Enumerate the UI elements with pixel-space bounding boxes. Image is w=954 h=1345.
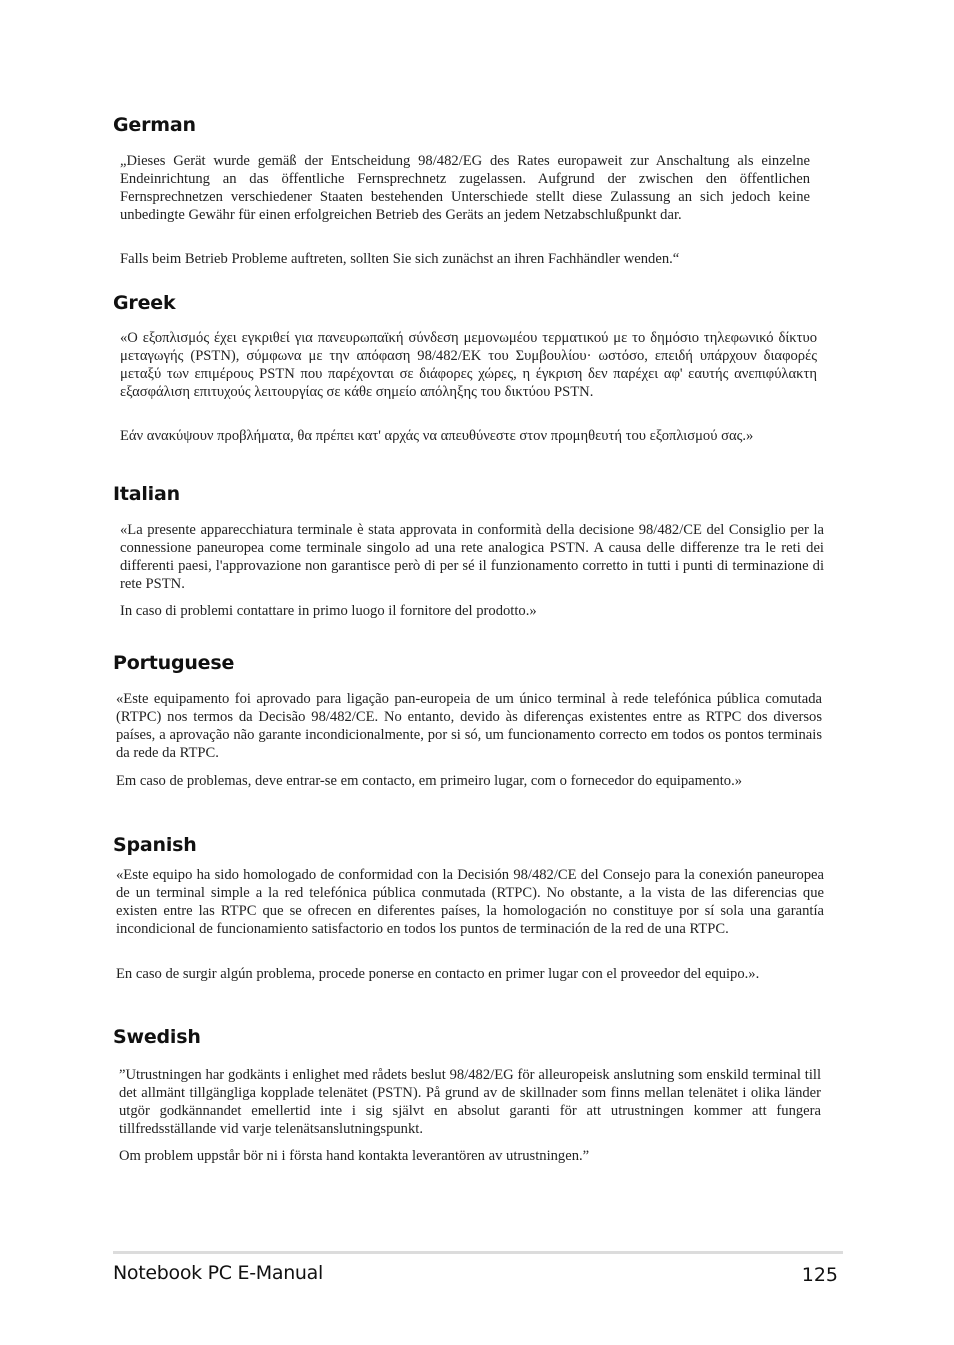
paragraph-spanish-2: En caso de surgir algún problema, procede ponerse en contacto en primer lugar con el proveedor del equipo.». <box>116 966 760 982</box>
paragraph-italian-2: In caso di problemi contattare in primo luogo il fornitore del prodotto.» <box>120 603 537 619</box>
paragraph-swedish-2: Om problem uppstår bör ni i första hand kontakta leverantören av utrustningen.” <box>119 1148 590 1164</box>
paragraph-german-2: Falls beim Betrieb Probleme auftreten, sollten Sie sich zunächst an ihren Fachhändler wenden.“ <box>120 251 680 267</box>
paragraph-german-1: „Dieses Gerät wurde gemäß der Entscheidung 98/482/EG des Rates europaweit zur Anschaltung als einzelne Endeinrichtung an das öffentliche Fernsprechnetz zugelassen. Aufgrund der zwischen den öffentlichen Fernsprechnetzen verschiedener Staaten bestehenden Unterschiede stellt diese Zulassung an sich jedoch keine unbedingte Gewähr für einen erfolgreichen Betrieb des Geräts an jedem Netzabschlußpunkt dar. <box>120 153 810 224</box>
section-heading-german: German <box>113 114 196 136</box>
paragraph-spanish-1: «Este equipo ha sido homologado de conformidad con la Decisión 98/482/CE del Consejo para la conexión paneuropea de un terminal simple a la red telefónica pública conmutada (RTPC). No obstante, a la vista de las diferencias que existen entre las RTPC que se ofrecen en diferentes países, la homologación no constituye por sí sola una garantía incondicional de funcionamiento satisfactorio en todos los puntos de terminación de la red de una RTPC. <box>116 867 824 938</box>
footer-page-number: 125 <box>801 1264 838 1286</box>
paragraph-swedish-1: ”Utrustningen har godkänts i enlighet med rådets beslut 98/482/EG för alleuropeisk anslutning som enskild terminal till det allmänt tillgängliga kopplade telenätet (PSTN). På grund av de skillnader som finns mellan telenätet i olika länder utgör godkännandet emellertid inte i sig självt en absolut garanti för att utrustningen kommer att fungera tillfredsställande vid varje telenätsanslutningspunkt. <box>119 1067 821 1138</box>
section-heading-spanish: Spanish <box>113 834 197 856</box>
section-heading-greek: Greek <box>113 292 176 314</box>
paragraph-greek-2: Εάν ανακύψουν προβλήματα, θα πρέπει κατ' αρχάς να απευθύνεστε στον προμηθευτή του εξοπλισμού σας.» <box>120 428 754 444</box>
footer-manual-title: Notebook PC E-Manual <box>113 1262 323 1284</box>
section-heading-italian: Italian <box>113 483 180 505</box>
paragraph-portuguese-2: Em caso de problemas, deve entrar-se em contacto, em primeiro lugar, com o fornecedor do equipamento.» <box>116 773 743 789</box>
paragraph-greek-1: «Ο εξοπλισμός έχει εγκριθεί για πανευρωπαϊκή σύνδεση μεμονωμέου τερματικού με το δημόσιο τηλεφωνικό δίκτυο μεταγωγής (PSTN), σύμφωνα με την απόφαση 98/482/ΕΚ του Συμβουλίου· ωστόσο, επειδή υπάρχουν διαφορές μεταξύ των επιμέρους PSTN που παρέχονται σε διάφορες χώρες, η έγκριση δεν παρέχει αφ' εαυτής ανεπιφύλακτη εξασφάλιση επιτυχούς λειτουργίας σε κάθε σημείο απόληξης του δικτύου PSTN. <box>120 330 817 401</box>
footer-divider <box>113 1251 843 1254</box>
paragraph-portuguese-1: «Este equipamento foi aprovado para ligação pan-europeia de um único terminal à rede telefónica pública comutada (RTPC) nos termos da Decisão 98/482/CE. No entanto, devido às diferenças existentes entre as RTPC dos diversos países, a aprovação não garante incondicionalmente, por si só, um funcionamento correcto em todos os pontos terminais da rede da RTPC. <box>116 691 822 762</box>
section-heading-portuguese: Portuguese <box>113 652 235 674</box>
section-heading-swedish: Swedish <box>113 1026 201 1048</box>
paragraph-italian-1: «La presente apparecchiatura terminale è stata approvata in conformità della decisione 98/482/CE del Consiglio per la connessione paneuropea come terminale singolo ad una rete analogica PSTN. A causa delle differenze tra le reti dei differenti paesi, l'approvazione non garantisce però di per sé il funzionamento corretto in tutti i punti di terminazione di rete PSTN. <box>120 522 824 593</box>
